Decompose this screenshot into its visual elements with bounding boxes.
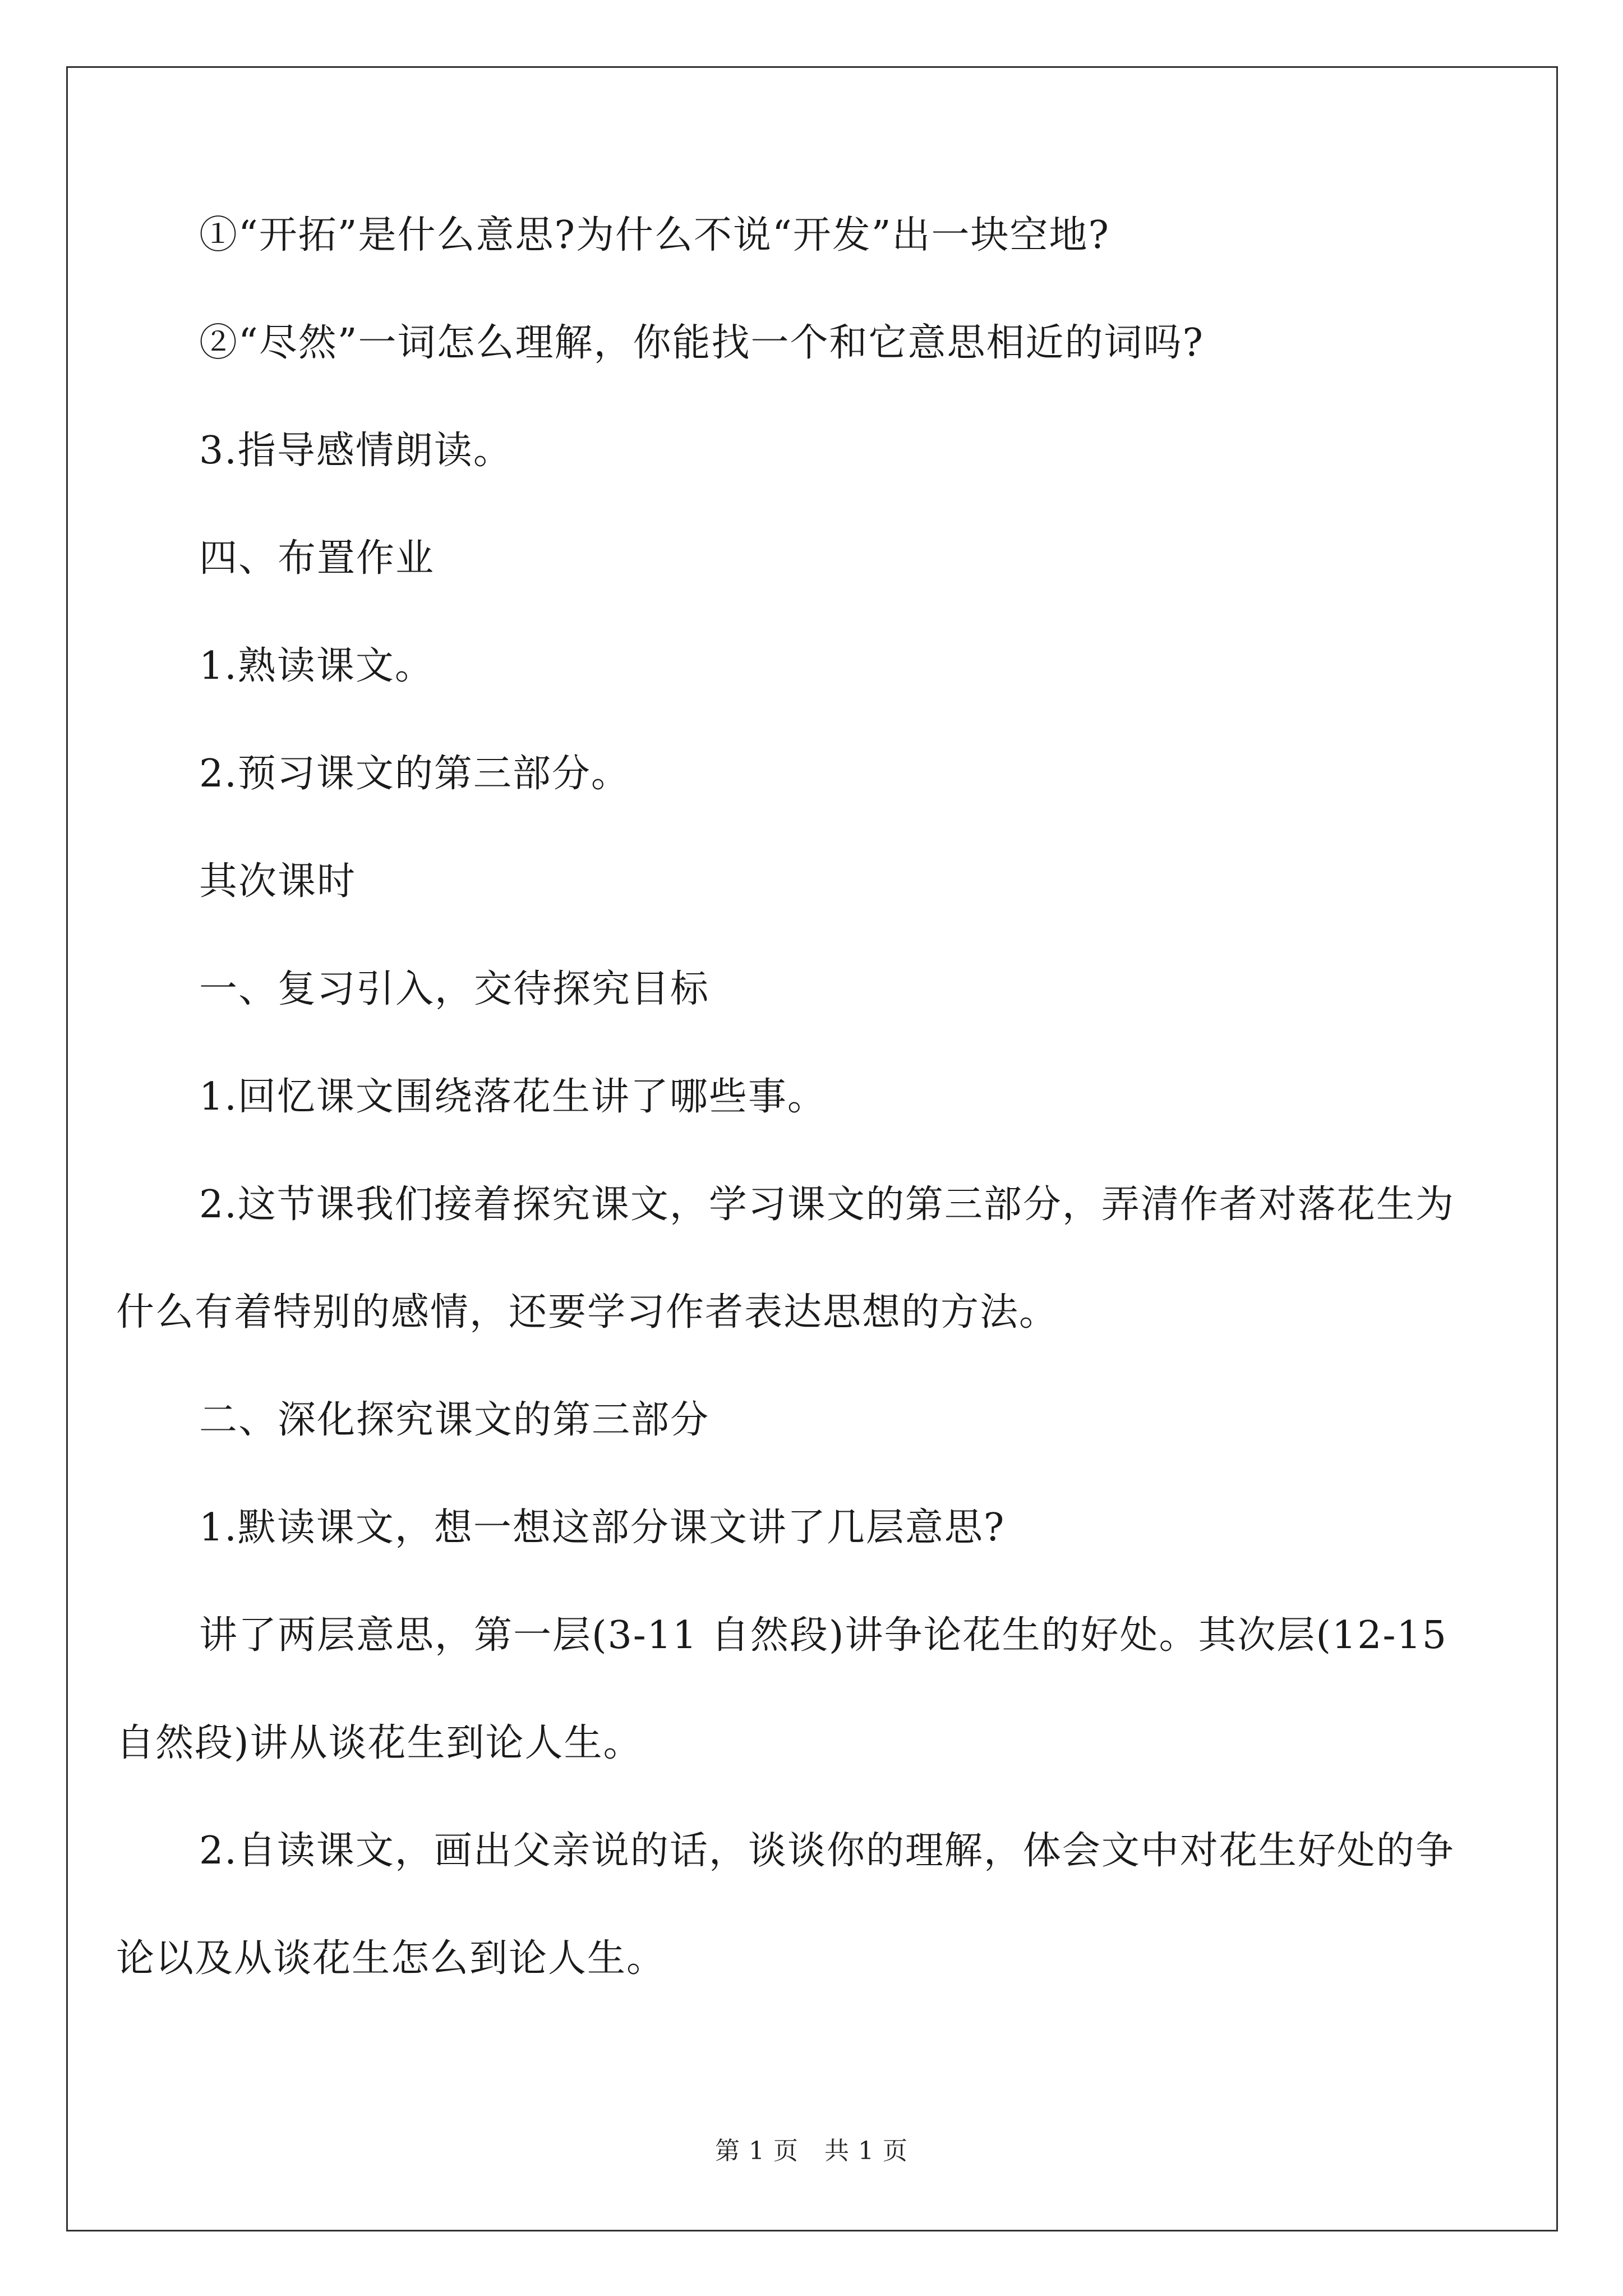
paragraph: 2.预习课文的第三部分。 [199,752,630,796]
lesson-heading: 其次课时 [199,859,357,904]
paragraph: 讲了两层意思，第一层(3-11 自然段)讲争论花生的好处。其次层(12-15 自然段)讲从谈花生到论人生。 [116,1613,1448,1765]
paragraph: 3.指导感情朗读。 [199,429,513,473]
paragraph: 1.回忆课文围绕落花生讲了哪些事。 [199,1075,827,1119]
section-heading: 四、布置作业 [199,536,435,581]
page-footer [0,2137,1623,2165]
page-total: 共 1 页 [824,2137,908,2165]
paragraph: 2.这节课我们接着探究课文，学习课文的第三部分，弄清作者对落花生为什么有着特别的感情，还要学习作者表达思想的方法。 [116,1182,1455,1335]
paragraph: ①“开拓”是什么意思?为什么不说“开发”出一块空地? [199,213,1110,257]
section-heading: 一、复习引入，交待探究目标 [199,967,710,1011]
page-number: 第 1 页 [715,2137,799,2165]
section-heading: 二、深化探究课文的第三部分 [199,1398,710,1442]
paragraph: 1.默读课文，想一想这部分课文讲了几层意思? [199,1506,1006,1550]
document-body [116,213,1455,2044]
paragraph: 1.熟读课文。 [199,644,434,688]
paragraph: 2.自读课文，画出父亲说的话，谈谈你的理解，体会文中对花生好处的争论以及从谈花生怎么到论人生。 [116,1829,1455,1981]
paragraph: ②“尽然”一词怎么理解，你能找一个和它意思相近的词吗? [199,321,1204,365]
